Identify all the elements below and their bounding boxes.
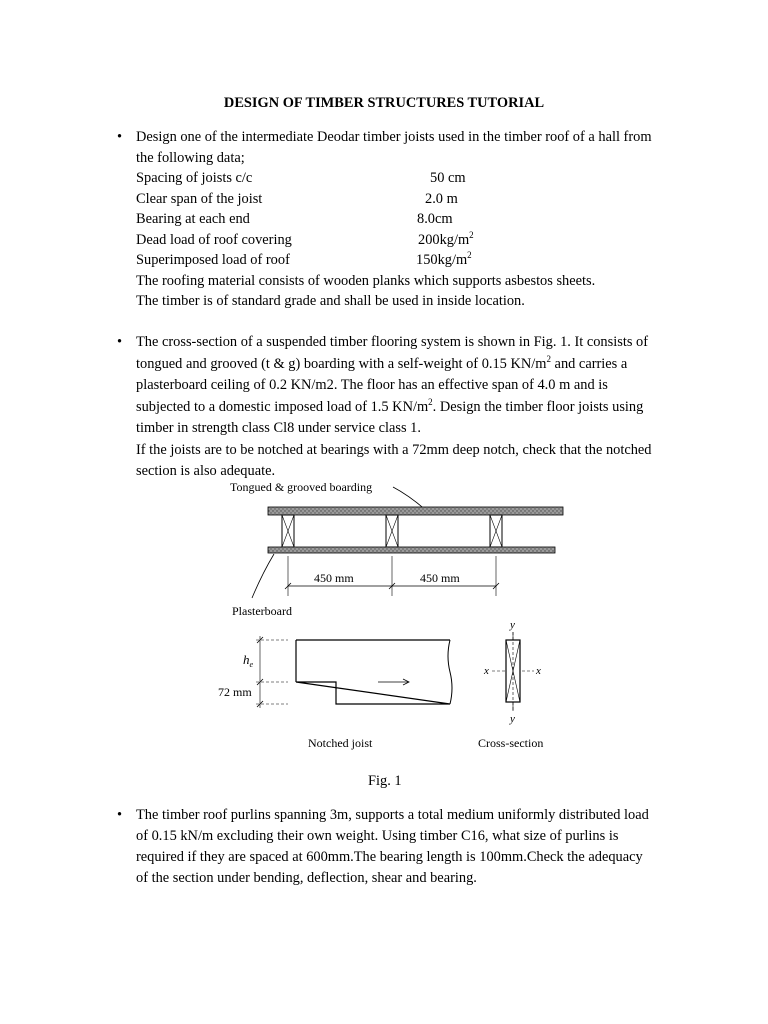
bullet-q3: • <box>117 807 123 823</box>
q1-data-row <box>136 189 716 210</box>
he-subscript: e <box>249 660 254 669</box>
q2-line-text: tongued and grooved (t & g) boarding with a self-weight of 0.15 KN/m <box>136 355 547 372</box>
q1-data-sup: 2 <box>469 229 474 240</box>
q1-data-label: Dead load of roof covering <box>136 231 292 248</box>
q2-line: plasterboard ceiling of 0.2 KN/m2. The floor has an effective span of 4.0 m and is <box>136 377 608 393</box>
q1-line: the following data; <box>136 149 245 166</box>
plasterboard <box>268 547 555 553</box>
bullet-q2: • <box>117 334 123 350</box>
plasterboard-leader-line <box>252 554 274 598</box>
q2-line: section is also adequate. <box>136 463 276 479</box>
question-3 <box>136 805 716 889</box>
break-line <box>448 640 452 704</box>
figure-1 <box>200 474 580 754</box>
q2-line: If the joists are to be notched at bearings with a 72mm deep notch, check that the notched <box>136 441 652 458</box>
q1-line: The roofing material consists of wooden planks which supports asbestos sheets. <box>136 272 596 289</box>
q1-data-value: 50 cm <box>430 170 466 186</box>
figure-1-drawing <box>200 474 580 754</box>
q1-data-value: 2.0 m <box>425 190 458 207</box>
q3-line: of 0.15 kN/m excluding their own weight. Using timber C16, what size of purlins is <box>136 828 619 844</box>
q1-data-value: 200kg/m <box>418 231 470 248</box>
q1-data-label: Clear span of the joist <box>136 190 263 207</box>
q1-line: The timber is of standard grade and shall be used in inside location. <box>136 293 525 309</box>
boarding <box>268 507 563 515</box>
q1-data-value: 8.0cm <box>417 211 453 227</box>
q3-line: of the section under bending, deflection, shear and bearing. <box>136 870 477 886</box>
plasterboard-label: Plasterboard <box>232 604 292 618</box>
q2-sup: 2 <box>546 353 551 364</box>
question-1 <box>136 127 716 312</box>
q2-line-text: . Design the timber floor joists using <box>432 398 644 415</box>
q1-line: Design one of the intermediate Deodar timber joists used in the timber roof of a hall from <box>136 129 652 145</box>
q1-data-row <box>136 209 716 230</box>
q1-data-row <box>136 168 716 189</box>
q2-line-text: subjected to a domestic imposed load of 1.5 KN/m <box>136 398 429 415</box>
q3-line: required if they are spaced at 600mm.The bearing length is 100mm.Check the adequacy <box>136 849 643 865</box>
dimension-left-label: 450 mm <box>314 571 354 585</box>
q1-data-value: 150kg/m <box>416 252 468 268</box>
q1-data-row <box>136 230 716 251</box>
he-label: h <box>243 652 250 667</box>
question-2 <box>136 332 716 483</box>
boarding-label: Tongued & grooved boarding <box>230 480 373 494</box>
q1-data-sup: 2 <box>467 250 472 260</box>
joist <box>386 515 398 547</box>
joist <box>490 515 502 547</box>
axis-y-top: y <box>510 619 515 631</box>
q2-sup: 2 <box>428 396 433 407</box>
axis-y-bottom: y <box>510 713 515 725</box>
bullet-q1: • <box>117 129 123 145</box>
notched-joist-outline <box>296 640 450 704</box>
q2-line-text: and carries a <box>550 355 628 372</box>
q3-line: The timber roof purlins spanning 3m, supports a total medium uniformly distributed load <box>136 807 649 823</box>
figure-caption: Fig. 1 <box>368 773 402 789</box>
svg-text:he <box>243 652 254 669</box>
notched-joist-label: Notched joist <box>308 736 373 750</box>
q1-data-label: Superimposed load of roof <box>136 252 290 268</box>
cross-section-label: Cross-section <box>478 736 544 750</box>
q1-data-row <box>136 250 716 271</box>
q1-data-label: Spacing of joists c/c <box>136 170 253 186</box>
q2-line: The cross-section of a suspended timber flooring system is shown in Fig. 1. It consists of <box>136 334 649 350</box>
q1-data-label: Bearing at each end <box>136 211 250 227</box>
notch-depth-label: 72 mm <box>218 685 252 699</box>
q2-line: timber in strength class Cl8 under service class 1. <box>136 420 421 436</box>
page-title: DESIGN OF TIMBER STRUCTURES TUTORIAL <box>223 95 545 111</box>
axis-x-right: x <box>536 665 541 677</box>
dimension-right-label: 450 mm <box>420 571 460 585</box>
joist <box>282 515 294 547</box>
axis-x-left: x <box>484 665 489 677</box>
